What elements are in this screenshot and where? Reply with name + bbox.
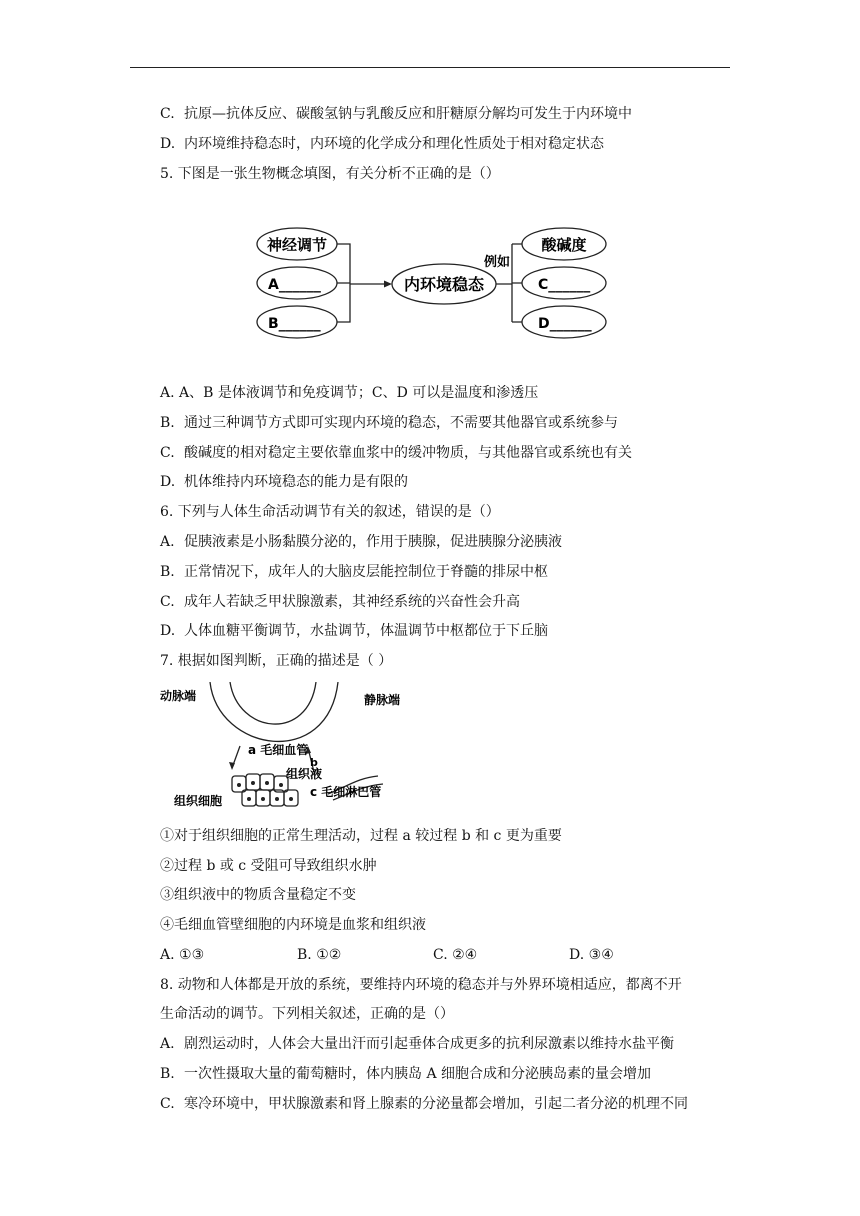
choice-text: ③④ [588,947,614,963]
vein-end-label: 静脉端 [364,693,401,707]
q7-choice-c [433,946,477,964]
q4-option-c [160,105,632,123]
option-text: 成年人若缺乏甲状腺激素，其神经系统的兴奋性会升高 [184,594,520,610]
choice-letter: C. [433,947,448,963]
capillary-outer-wall [230,682,316,724]
left-node-3-label: B______ [268,316,321,332]
q4-option-d [160,135,604,153]
choice-letter: B. [297,947,312,963]
option-letter: A. [160,534,175,550]
concept-map-diagram [252,222,617,340]
option-text: 内环境维持稳态时，内环境的化学成分和理化性质处于相对稳定状态 [184,136,604,152]
q7-choice-a [160,946,204,964]
connector-label: 例如 [484,255,511,270]
q5-option-c [160,444,632,462]
option-letter: C. [160,1096,175,1112]
option-text: 人体血糖平衡调节，水盐调节，体温调节中枢都位于下丘脑 [184,623,548,639]
q8-option-c [160,1095,688,1113]
q6-option-b [160,563,548,581]
q8-option-b [160,1065,651,1083]
option-letter: B. [160,415,175,431]
q5-option-a [160,384,538,402]
q8-option-a [160,1035,674,1053]
choice-text: ①② [316,947,342,963]
option-letter: A. [160,1036,175,1052]
choice-text: ②④ [452,947,478,963]
tissue-cell-label: 组织细胞 [174,794,223,808]
lymph-capillary-label: c 毛细淋巴管 [310,785,382,799]
q7-statement-2: ②过程 b 或 c 受阻可导致组织水肿 [160,858,377,874]
option-letter: D. [160,623,176,639]
q5-option-b [160,414,618,432]
q7-choice-d [569,946,614,964]
q5-option-d [160,473,408,491]
q6-stem: 6. 下列与人体生命活动调节有关的叙述，错误的是（） [160,504,500,520]
artery-end-label: 动脉端 [160,689,197,703]
option-letter: A. [160,385,175,401]
capillary-diagram [158,682,420,810]
q6-option-d [160,622,548,640]
capillary-label: a 毛细血管 [248,743,309,757]
right-node-2-label: C______ [538,277,591,293]
header-rule [130,67,730,68]
tissue-fluid-label: 组织液 [286,767,323,781]
option-text: 机体维持内环境稳态的能力是有限的 [184,474,408,490]
capillary-inner-wall [210,682,338,741]
left-node-1-label: 神经调节 [266,236,328,254]
option-text: 通过三种调节方式即可实现内环境的稳态，不需要其他器官或系统参与 [184,415,618,431]
option-text: 抗原—抗体反应、碳酸氢钠与乳酸反应和肝糖原分解均可发生于内环境中 [184,106,632,122]
right-node-1-label: 酸碱度 [541,236,587,254]
b-label: b [310,756,318,769]
q6-option-c [160,593,520,611]
option-letter: C. [160,445,175,461]
option-letter: B. [160,564,175,580]
option-text: 正常情况下，成年人的大脑皮层能控制位于脊髓的排尿中枢 [184,564,548,580]
option-text: 促胰液素是小肠黏膜分泌的，作用于胰腺，促进胰腺分泌胰液 [184,534,562,550]
option-letter: D. [160,136,176,152]
option-text: 寒冷环境中，甲状腺激素和肾上腺素的分泌量都会增加，引起二者分泌的机理不同 [184,1096,688,1112]
q7-stem: 7. 根据如图判断，正确的描述是（ ） [160,653,393,669]
choice-letter: D. [569,947,585,963]
choice-letter: A. [160,947,175,963]
option-letter: C. [160,594,175,610]
q8-stem-line-2: 生命活动的调节。下列相关叙述，正确的是（） [160,1006,454,1022]
q6-option-a [160,533,562,551]
q7-statement-3: ③组织液中的物质含量稳定不变 [160,887,356,903]
q7-choice-b [297,946,341,964]
option-text: 剧烈运动时，人体会大量出汗而引起垂体合成更多的抗利尿激素以维持水盐平衡 [184,1036,674,1052]
left-node-2-label: A______ [268,277,321,293]
center-node-label: 内环境稳态 [403,275,485,294]
option-text: 酸碱度的相对稳定主要依靠血浆中的缓冲物质，与其他器官或系统也有关 [184,445,632,461]
right-node-3-label: D______ [538,316,592,332]
choice-text: ①③ [179,947,205,963]
q5-stem: 5. 下图是一张生物概念填图，有关分析不正确的是（） [160,166,500,182]
q7-statement-4: ④毛细血管壁细胞的内环境是血浆和组织液 [160,917,426,933]
option-letter: B. [160,1066,175,1082]
option-letter: C. [160,106,175,122]
option-letter: D. [160,474,176,490]
option-text: A、B 是体液调节和免疫调节；C、D 可以是温度和渗透压 [179,385,539,401]
q7-statement-1: ①对于组织细胞的正常生理活动，过程 a 较过程 b 和 c 更为重要 [160,828,562,844]
q8-stem-line-1: 8. 动物和人体都是开放的系统，要维持内环境的稳态并与外界环境相适应，都离不开 [160,977,682,993]
option-text: 一次性摄取大量的葡萄糖时，体内胰岛 A 细胞合成和分泌胰岛素的量会增加 [184,1066,652,1082]
